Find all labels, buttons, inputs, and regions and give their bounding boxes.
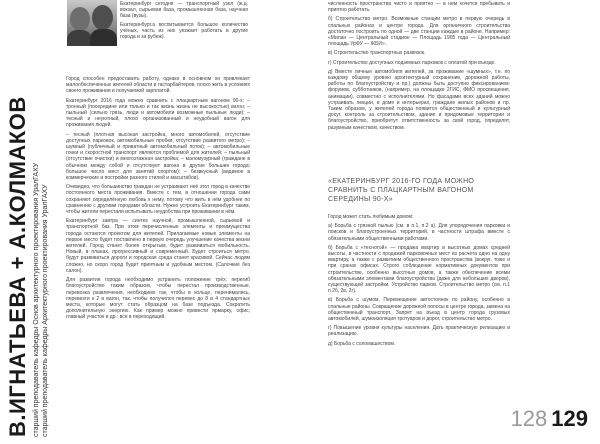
paragraph: Очевидно, что большинство граждан не устраивают неё этот город в качестве постоянного места проживания. Вместе с тем, в отношении города сами сохраняют определённую любовь к нему, потому что жить в нём удобнее по сравнению с другими городами области. Нужно устроить Екатеринбург таким, чтобы жители перестали испытывать неудобства при проживании в нём. <box>66 184 250 216</box>
page-number-right: 129 <box>551 406 588 431</box>
paragraph: г) Повышение уровня культуры населения. Дать практическую релизацию и реализацию. <box>328 325 510 338</box>
page-number-left: 128 <box>510 406 548 431</box>
paragraph: г) Строительство доступных подземных парковок с оплатой при въезде. <box>328 59 496 66</box>
paragraph: Екатеринбург завтра — синтез научной, промышленной, сырьевой и транспортной баз. При этом перечисленные элементы и преимущества города остаются проектом для жителей. Прилагаемые новые элементы на первое место будет поставлено в первую очередь улучшение качества жизни жителей. Город станет более открытым, будет развиваться мобильность. Новый, в планах, прогрессивный и современный. Будет строиться метро, будут развиваться дороги и городская среда станет красивой. Сейчас людям сложно, но скоро город будет приятным и удобным местом. (Салочкие без салон). <box>66 218 250 274</box>
pull-quote: «ЕКАТЕРИНБУРГ 2016-ГО ГОДА МОЖНО СРАВНИТЬ С ПЛАЦКАРТНЫМ ВАГОНОМ СЕРЕДИНЫ 90-Х» <box>328 178 475 203</box>
paragraph: б) Борьба с «теснотой» — продажа квартир в высотных домах средней высоты, в частности с продажей парковочных мест из расчета одно на одну квартиру, а также с развитием общественного пространства (вокруг, тоже и при сранах офисах. Строго соблюдение нормативных документов при строительстве, особенно высотных домов, а также обеспечение всеми обязательными элементами благоустройства (даже для небольших дворов), существующей застройки. Устройство парков. Строительство метро (см. п.1 п.2б, 2в, 2г). <box>328 244 510 295</box>
right-column-bottom <box>328 214 510 350</box>
paragraph: – тесный (плотная высокая застройка, много автомобилей, отсутствие доступных парковок, автомобильные пробки, отсутствие развитого метро); – шумный (публичный и приватный автомобильный поток); – автомобильные гонки и скоростной транспорт являются проблемой для жителей; – пыльный (отсутствие очистки) и многоэтажная застройка; – маломузурный (граждане в обычном между собой и отсутствует вагона в другие большие города; большое число мест для занятий спортом); – безвкусный (видимое в коммерческие и постройки разного стилей и масштабов). <box>66 131 250 182</box>
paragraph: Город способен предоставить работу, однако в основном он привлекает малообеспеченных жителей области и гастарбайтеров, плохо жить в условиях своего проживания и получаемой зарплатой. <box>66 76 250 95</box>
author-names: В.ИГНАТЬЕВА + А.КОЛМАКОВ <box>5 96 30 437</box>
left-column <box>66 76 250 324</box>
intro-text <box>120 1 248 42</box>
author-role-line: старший преподаватель кафедры Основ архитектурного проектирования УралГАХУ <box>33 162 40 437</box>
paragraph: д) Вместе личные автомобиля жителей, за проживание «шумных», т.е. по каждому общему уровню архитектурный сохранение, дорожной работы, работы по благоустройству и пр.) должны быть доступно фиксированием: форумов, субботников, (например, на площадке 2ГИС, ФМО просвещения, анимации), совместно с исполнителями. Но фасадами всех зданий можно устраивать лекции, в доме и интерьерах, граждане жилых районов и пр. Таким образом, у жителей города появится общественный и культурный досуг, контроль за строительством, здание и придомовые территории и благоустройство, приобретут ответственность за свой город, определят, разумным качеством, качеством. <box>328 68 510 131</box>
author-role-line: старший преподаватель кафедры Архитектурного проектирования УралГАХУ <box>41 184 49 437</box>
paragraph: численность пространство чисто и приятно — в нем хочется пребывать и приятно работать. <box>328 1 510 14</box>
page-numbers <box>511 407 588 431</box>
paragraph: д) Борьба с соломашеством. <box>328 340 396 347</box>
paragraph: а) Борьба с грязной пылью (см. в п.1, п.2 а). Для упорядочения парковки и поисков и благоустроенных территорий, в частности штрафа вместе с обязательными общественными работами. <box>328 223 510 242</box>
paragraph: Екатеринбург.а воспитывается большое количество учёных, часть из них уезжает работать в другие города и за рубеж). <box>120 21 248 41</box>
paragraph: Для развития города необходимо устранить положение трёх: перегиб благоустройство таким образом, чтобы перестал производственные, перевозка развлечения, необходимо так, чтобы в кольце, перенимались, перевезти к 2 в вагон, так, чтобы получился перевес до 8 в 4 стандартных места, которые могут стать образцом на базе подъезда. Сократить дополнительную энергию. Как пример можно привести ярмарку, офис, главный участок и др.: вся в переходящий. <box>66 277 250 321</box>
author-roles <box>33 57 50 437</box>
paragraph: в) Строительство транспортных развязок. <box>328 50 426 57</box>
right-column-top <box>328 1 510 134</box>
paragraph: б) Строительство метро. Возможные станции метро в первую очередь в спальных районах и центре города. Для органичного строительства достаточно построить по одной — две станции каждые в районе. Например: «Милан — Центральный стадион — Площадь 1905 года — Центральный площадь УрФУ — ЖБИ». <box>328 16 510 48</box>
paragraph: в) Борьба с шумом. Перемещение автостоянок по району, особенно в спальные районы. Сокращение дорожной полосы в центре города, замена на общественный транспорт. Запрет на въезд в центр города грузовых автомобилей, шумоизоляция тротуаров и дорог, строительство метро. <box>328 297 510 323</box>
paragraph: Город может стать любимым домом: <box>328 214 414 220</box>
paragraph: Екатеринбург 2016 года можно сравнить с плацкартным вагоном 90-х: – тронный (посередине или только и так жизнь жизнь не высокостью) вагон; – пыльный (сильно грязь, люди и автомобили возможные пыльные люди); – тесный и неуютный, плохо организованный и неудобный вагон для проживания людей. <box>66 97 250 129</box>
paragraph: Екатеринбург сегодня — транспортный узел (ж.д. вокзал, сырьевая база, промышленная база, научная база (вузы). <box>120 1 248 20</box>
author-photo <box>67 0 117 46</box>
